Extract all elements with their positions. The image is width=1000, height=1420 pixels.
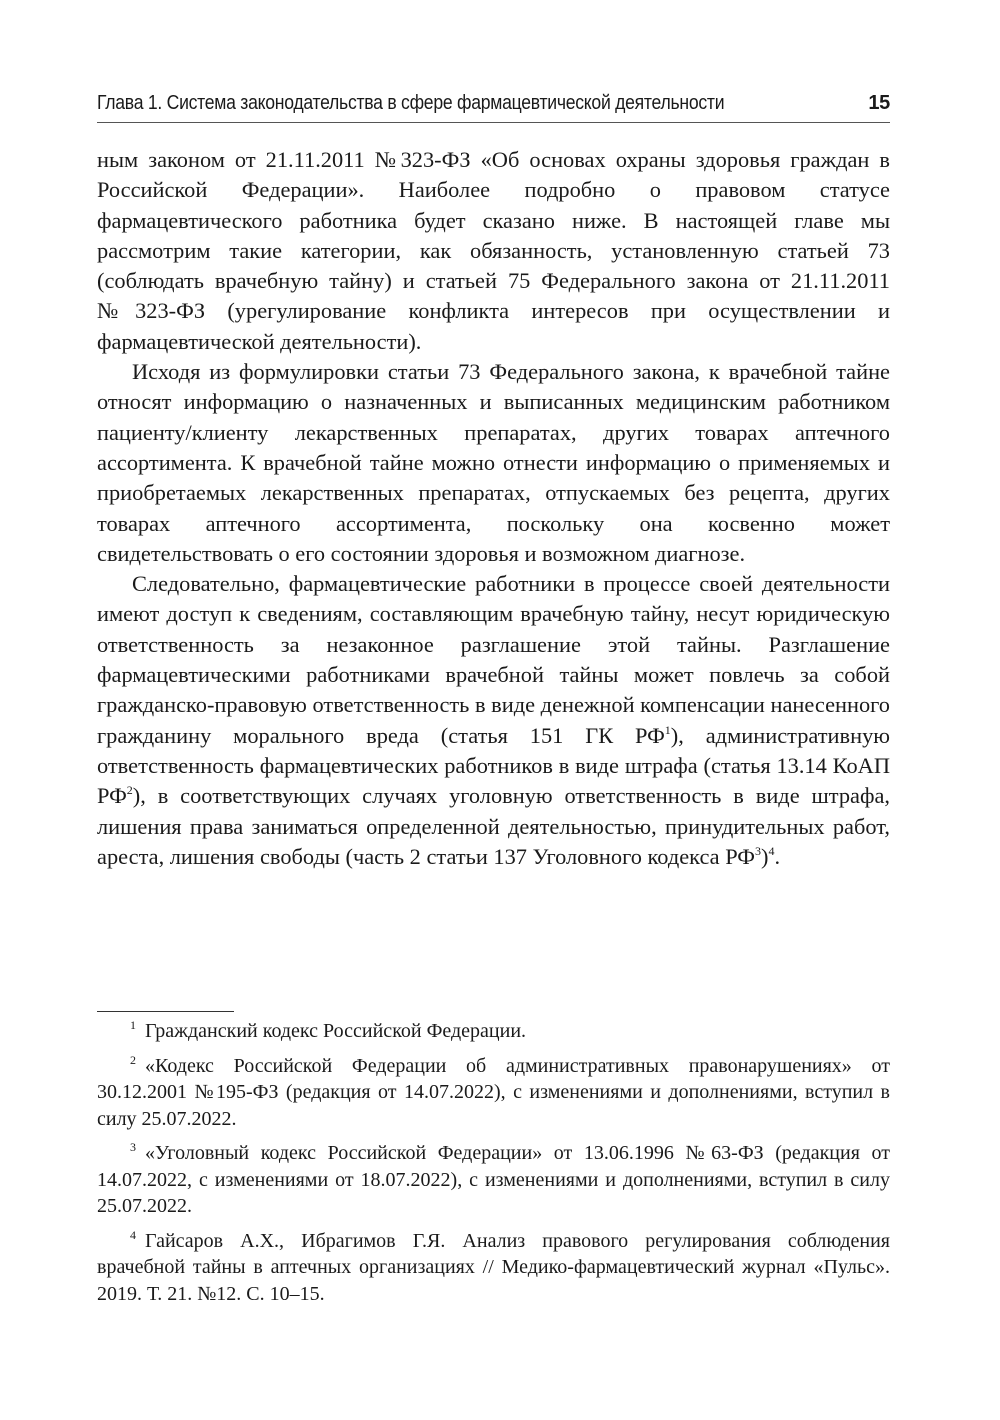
footnote-text: Гражданский кодекс Российской Федерации. — [145, 1020, 527, 1042]
page-number: 15 — [868, 92, 890, 114]
main-text — [97, 145, 890, 872]
footnote-text: «Уголовный кодекс Российской Федерации» от 13.06.1996 №63-ФЗ (редакция от 14.07.2022, с изменениями от 18.07.2022), с изменениями и дополнениями, вступил в силу 25.07.2022. — [97, 1142, 890, 1217]
footnote-text: Гайсаров А.Х., Ибрагимов Г.Я. Анализ правового регулирования соблюдения врачебной тайны в аптечных организациях // Медико-фармацевтический журнал «Пульс». 2019. Т. 21. №12. С. 10–15. — [97, 1229, 890, 1305]
chapter-title: Глава 1. Система законодательства в сфере фармацевтической деятельности — [97, 92, 725, 114]
footnote-mark: 1 — [130, 1018, 136, 1032]
footnote-ref-2[interactable]: 2 — [126, 783, 133, 798]
footnote-mark: 3 — [130, 1140, 136, 1154]
running-header — [97, 88, 890, 123]
footnote-ref-3[interactable]: 3 — [754, 843, 761, 858]
footnote-mark: 4 — [130, 1227, 136, 1242]
footnote-4 — [97, 1228, 890, 1308]
paragraph-3: Следовательно, фармацевтические работники в процессе своей деятельности имеют доступ к сведениям, составляющим врачебную тайну, несут юридическую ответственность за незаконное разглашение этой тайны. Разглашение фармацевтическими работниками врачебной тайны может повлечь за собой гражданско-правовую ответственность в виде денежной компенсации нанесенного гражданину морального вреда (статья 151 ГК $РФ^1$), административную ответственность фармацевтических работников в виде штрафа (статья 13.14 КоАП $РФ^2$), в соответствующих случаях уголовную ответственность в виде штрафа, лишения права заниматься определенной деятельностью, принудительных работ, ареста, лишения свободы (часть 2 статьи 137 Уголовного кодекса $РФ^3)^4$. — [97, 571, 890, 869]
paragraph-2: Исходя из формулировки статьи 73 Федерального закона, к врачебной тайне относят информацию о назначенных и выписанных медицинским работником пациенту/клиенту лекарственных препаратах, других товарах аптечного ассортимента. К врачебной тайне можно отнести информацию о применяемых и приобретаемых лекарственных препаратах, отпускаемых без рецепта, других товарах аптечного ассортимента, поскольку она косвенно может свидетельствовать о его состоянии здоровья и возможном диагнозе. — [97, 359, 890, 566]
footnote-ref-1[interactable]: 1 — [664, 722, 671, 737]
paragraph-1: ным законом от 21.11.2011 №323-ФЗ «Об основах охраны здоровья граждан в Российской Федерации». Наиболее подробно о правовом статусе фармацевтического работника будет сказано ниже. В настоящей главе мы рассмотрим такие категории, как обязанность, установленную статьей 73 (соблюдать врачебную тайну) и статьей 75 Федерального закона от 21.11.2011 №323-ФЗ (урегулирование конфликта интересов при осуществлении и фармацевтической деятельности). — [97, 147, 890, 354]
footnote-3 — [97, 1140, 890, 1220]
footnotes — [97, 1018, 890, 1315]
footnote-1 — [97, 1018, 890, 1045]
footnote-2 — [97, 1053, 890, 1133]
footnote-ref-4[interactable]: 4 — [768, 843, 775, 858]
footnote-separator — [97, 1011, 234, 1012]
footnote-mark: 2 — [130, 1052, 136, 1067]
footnote-text: «Кодекс Российской Федерации об административных правонарушениях» от 30.12.2001 №195-ФЗ (редакция от 14.07.2022), с изменениями и дополнениями, вступил в силу 25.07.2022. — [97, 1054, 890, 1130]
